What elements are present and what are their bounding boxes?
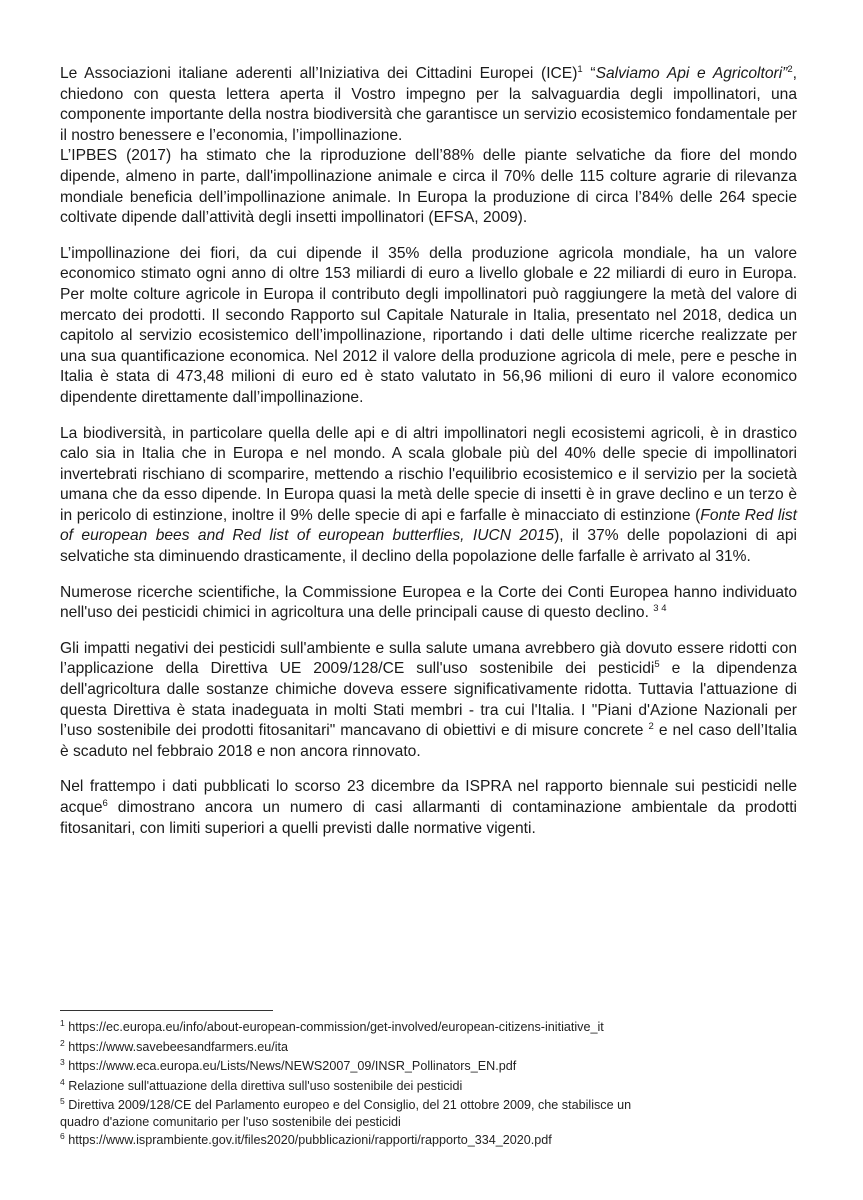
text: Le Associazioni italiane aderenti all’Iniziativa dei Cittadini Europei (ICE)	[60, 65, 578, 82]
footnote-2[interactable]	[60, 1038, 780, 1058]
text: Numerose ricerche scientifiche, la Commissione Europea e la Corte dei Conti Europea hanno individuato nell'uso dei pesticidi chimici in agricoltura una delle principali cause di questo declino.	[60, 583, 797, 622]
footnote-ref[interactable]: 2	[787, 63, 793, 75]
footnote-number: 2	[60, 1037, 65, 1048]
paragraph-4	[60, 424, 797, 568]
footnotes	[60, 1018, 780, 1150]
initiative-title: Salviamo Api e Agricoltori	[595, 65, 783, 82]
footnote-number: 5	[60, 1095, 65, 1106]
footnote-ref[interactable]: 6	[102, 797, 108, 809]
text: e la dipendenza dell'agricoltura dalle sostanze chimiche doveva essere significativamente ridotta. Tuttavia l'attuazione di questa Direttiva è stata inadeguata in molti Stati membri - tra cui l'Italia. I "Piani d'Azione Nazionali per l’uso sostenibile dei prodotti fitosanitari" mancavano di obiettivi e di misure concrete	[60, 660, 798, 740]
footnote-6[interactable]	[60, 1131, 780, 1151]
footnote-3[interactable]	[60, 1057, 780, 1077]
text: “	[582, 65, 596, 82]
paragraph-6	[60, 639, 797, 763]
footnote-ref[interactable]: 1	[577, 63, 583, 75]
footnote-ref[interactable]: 5	[654, 659, 660, 671]
footnote-text: Direttiva 2009/128/CE del Parlamento europeo e del Consiglio, del 21 ottobre 2009, che stabilisce un	[64, 1098, 632, 1112]
letter-body	[60, 64, 797, 854]
footnote-number: 6	[60, 1130, 65, 1141]
paragraph-7	[60, 777, 797, 839]
footnote-1[interactable]	[60, 1018, 780, 1038]
footnote-number: 4	[60, 1076, 65, 1087]
paragraph-2: L’IPBES (2017) ha stimato che la riproduzione dell’88% delle piante selvatiche da fiore del mondo dipende, almeno in parte, dall'impollinazione animale e circa il 70% delle 115 colture agrarie di rilevanza mondiale beneficia dell’impollinazione animale. In Europa la produzione di circa l’84% delle 264 specie coltivate dipende dall’attività degli insetti impollinatori (EFSA, 2009).	[60, 147, 797, 227]
text: ), il 37% delle popolazioni di api selvatiche sta diminuendo drasticamente, il declino della popolazione delle farfalle è arrivato al 31%.	[60, 527, 797, 566]
footnote-link[interactable]: https://www.isprambiente.gov.it/files2020/pubblicazioni/rapporti/rapporto_334_2020.pdf	[64, 1132, 552, 1147]
text: e nel caso dell’Italia è scaduto nel febbraio 2018 e non ancora rinnovato.	[60, 722, 797, 760]
text: Nel frattempo i dati pubblicati lo scorso 23 dicembre da ISPRA nel rapporto biennale sui pesticidi nelle acque	[60, 778, 797, 816]
footnote-number: 3	[60, 1056, 65, 1067]
paragraph-3: L’impollinazione dei fiori, da cui dipende il 35% della produzione agricola mondiale, ha un valore economico stimato ogni anno di oltre 153 miliardi di euro a livello globale e 22 miliardi di euro in Europa. Per molte colture agricole in Europa il contributo degli impollinatori può raggiungere la metà del valore di mercato dei prodotti. Il secondo Rapporto sul Capitale Naturale in Italia, presentato nel 2018, dedica un capitolo al servizio ecosistemico dell’impollinazione, riportando i dati delle ultime ricerche realizzate per una sua quantificazione economica. Nel 2012 il valore della produzione agricola di mele, pere e pesche in Italia è stata di 473,48 milioni di euro ed è stato valutato in 56,96 milioni di euro il valore economico dipendente direttamente dall’impollinazione.	[60, 244, 797, 406]
source-citation: Fonte Red list of european bees and Red list of european butterflies, IUCN 2015	[60, 506, 797, 545]
paragraph-5	[60, 583, 797, 624]
text: dimostrano ancora un numero di casi allarmanti di contaminazione ambientale da prodotti fitosanitari, con limiti superiori a quelli previsti dalle normative vigenti.	[60, 799, 797, 837]
footnote-ref[interactable]: 3 4	[653, 603, 667, 615]
footnote-link[interactable]: https://www.eca.europa.eu/Lists/News/NEWS2007_09/INSR_Pollinators_EN.pdf	[64, 1059, 517, 1073]
paragraph-1	[60, 64, 797, 146]
footnote-text-continued: quadro d'azione comunitario per l'uso sostenibile dei pesticidi	[60, 1114, 401, 1129]
text: ”	[782, 65, 788, 82]
text: Gli impatti negativi dei pesticidi sull'ambiente e sulla salute umana avrebbero già dovuto essere ridotti con l’applicazione della Direttiva UE 2009/128/CE sull'uso sostenibile dei pesticidi	[60, 639, 797, 678]
footnote-4	[60, 1077, 780, 1097]
footnote-link[interactable]: https://www.savebeesandfarmers.eu/ita	[64, 1039, 289, 1054]
footnote-link[interactable]: https://ec.europa.eu/info/about-european-commission/get-involved/european-citizens-initiative_it	[64, 1020, 604, 1034]
footnote-text: Relazione sull'attuazione della direttiva sull'uso sostenibile dei pesticidi	[64, 1078, 463, 1093]
footnote-number: 1	[60, 1017, 65, 1028]
footnote-ref[interactable]: 2	[648, 721, 654, 733]
footnote-separator	[60, 1010, 273, 1011]
footnote-5	[60, 1096, 780, 1131]
text: La biodiversità, in particolare quella delle api e di altri impollinatori negli ecosistemi agricoli, è in drastico calo sia in Italia che in Europa e nel mondo. A scala globale più del 40% delle specie di impollinatori invertebrati rischiano di scomparire, mettendo a rischio l'equilibrio ecosistemico e il servizio per la società umana che da esso dipende. In Europa quasi la metà delle specie di insetti è in grave declino e un terzo è in pericolo di estinzione, inoltre il 9% delle specie di api e farfalle è minacciato di estinzione (	[60, 424, 797, 524]
text: , chiedono con questa lettera aperta il Vostro impegno per la salvaguardia degli impollinatori, una componente importante della nostra biodiversità che garantisce un servizio ecosistemico fondamentale per il nostro benessere e l’economia, l’impollinazione.	[60, 65, 798, 144]
